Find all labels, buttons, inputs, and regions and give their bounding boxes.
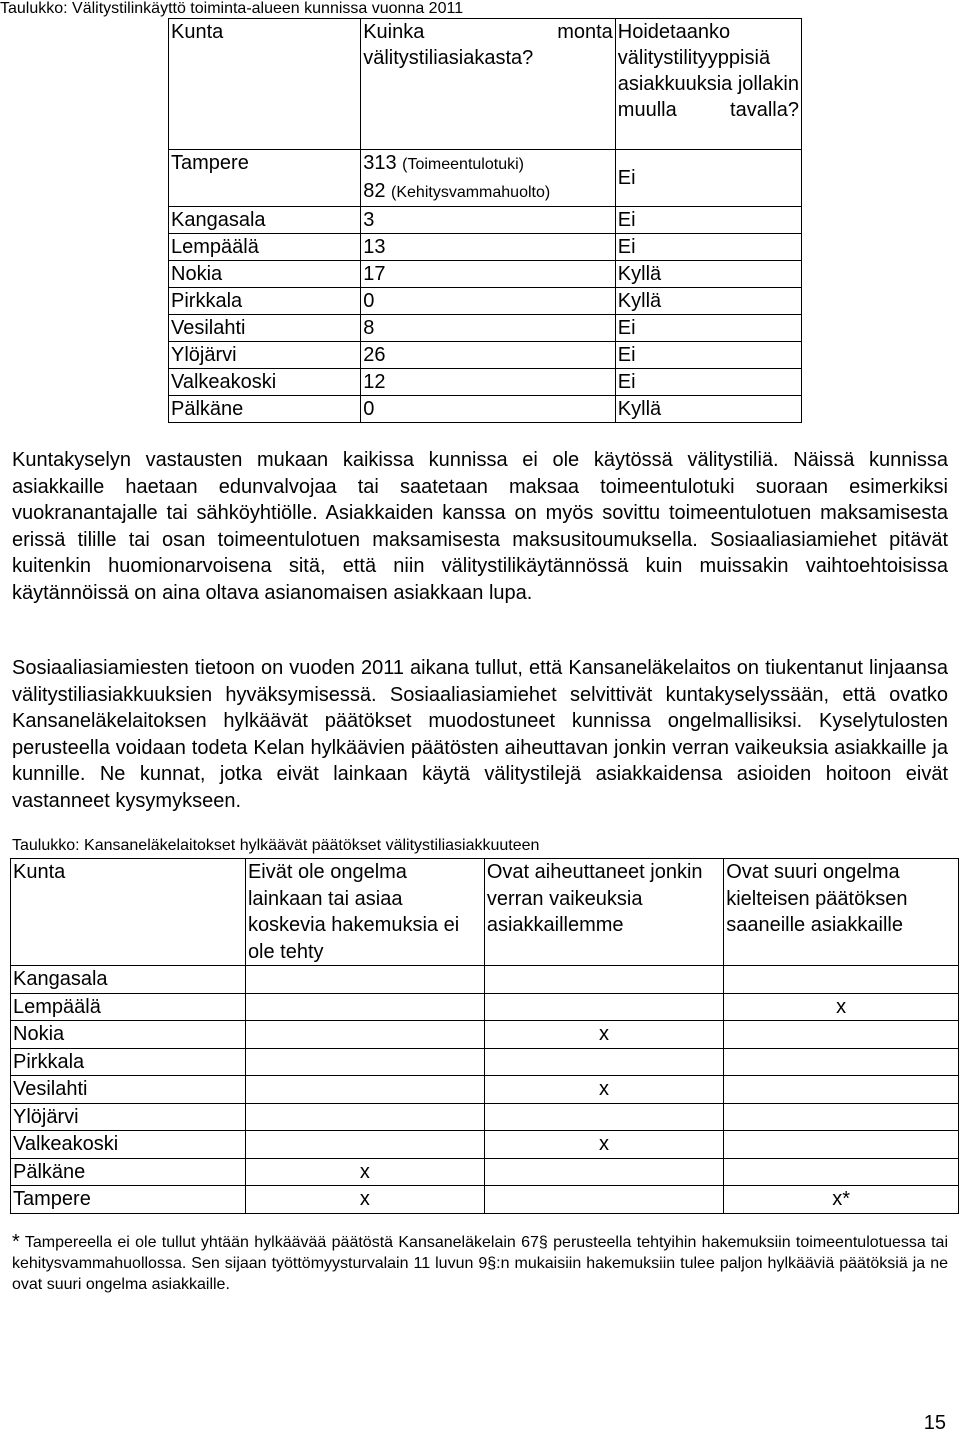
header-other-method: Hoidetaanko välitystilityyppisiä asiakkuuksia jollakin muulla tavalla? <box>615 19 801 150</box>
cell-mark <box>245 1103 484 1131</box>
table-header-row <box>169 19 802 150</box>
cell-other: Ei <box>615 369 801 396</box>
cell-kunta: Lempäälä <box>169 234 361 261</box>
table-row <box>169 288 802 315</box>
cell-count-tampere <box>361 150 616 207</box>
cell-mark <box>484 1186 723 1214</box>
header-kunta: Kunta <box>11 859 246 966</box>
cell-mark <box>484 1158 723 1186</box>
cell-mark <box>484 1048 723 1076</box>
paragraph-2: Sosiaaliasiamiesten tietoon on vuoden 2011 aikana tullut, että Kansaneläkelaitos on tiukentanut linjaansa välitystiliasiakkuuksien hyväksymisessä. Sosiaaliasiamiehet selvittivät kuntakyselyssään, että ovatko Kansaneläkelaitoksen hylkäävät päätökset muodostuneet kunnissa ongelmallisiksi. Kyselytulosten perusteella voidaan todeta Kelan hylkäävien päätösten aiheuttavan jonkin verran vaikeuksia asiakkaille ja kunnille. Ne kunnat, jotka eivät lainkaan käytä välitystilejä asiakkaidensa asioiden hoitoon eivät vastanneet kysymykseen. <box>12 657 948 812</box>
table2-caption: Taulukko: Kansaneläkelaitokset hylkäävät päätökset välitystiliasiakkuuteen <box>12 837 540 854</box>
footnote-text: Tampereella ei ole tullut yhtään hylkäävää päätöstä Kansaneläkelain 67§ perusteella tehtyihin hakemuksiin toimeentulotuessa tai kehitysvammahuollossa. Sen sijaan työttömyysturvalain 11 luvun 9§:n mukaisiin hakemuksiin tulee paljon hylkääviä päätöksiä ja ne ovat suuri ongelma asiakkaille. <box>12 1234 949 1293</box>
table-row-tampere <box>169 150 802 207</box>
cell-count: 13 <box>361 234 616 261</box>
header-no-problem: Eivät ole ongelma lainkaan tai asiaa koskevia hakemuksia ei ole tehty <box>245 859 484 966</box>
cell-count: 3 <box>361 207 616 234</box>
cell-kunta: Pälkäne <box>11 1158 246 1186</box>
cell-kunta: Tampere <box>11 1186 246 1214</box>
cell-mark <box>245 1048 484 1076</box>
cell-mark: x <box>245 1158 484 1186</box>
table-row <box>11 1048 959 1076</box>
cell-kunta: Kangasala <box>11 966 246 994</box>
cell-kunta: Nokia <box>11 1021 246 1049</box>
cell-kunta: Valkeakoski <box>169 369 361 396</box>
cell-mark <box>724 1131 959 1159</box>
cell-mark: x* <box>724 1186 959 1214</box>
count-toimeentulotuki: 313 <box>363 152 397 174</box>
cell-mark: x <box>484 1131 723 1159</box>
table-kela-decisions <box>10 858 959 1214</box>
cell-other: Ei <box>615 150 801 207</box>
cell-mark <box>724 1103 959 1131</box>
cell-kunta: Tampere <box>169 150 361 207</box>
cell-count: 8 <box>361 315 616 342</box>
cell-other: Ei <box>615 207 801 234</box>
cell-mark <box>724 966 959 994</box>
cell-other: Kyllä <box>615 261 801 288</box>
cell-mark <box>484 1103 723 1131</box>
cell-mark: x <box>245 1186 484 1214</box>
cell-kunta: Pirkkala <box>11 1048 246 1076</box>
table-row <box>11 1076 959 1104</box>
cell-mark <box>245 1076 484 1104</box>
table-municipal-accounts <box>168 18 802 423</box>
page-number: 15 <box>923 1412 946 1434</box>
cell-mark <box>245 993 484 1021</box>
cell-other: Kyllä <box>615 288 801 315</box>
table-row <box>11 1158 959 1186</box>
cell-other: Ei <box>615 315 801 342</box>
cell-mark: x <box>484 1076 723 1104</box>
table-row <box>169 234 802 261</box>
header-major-problem: Ovat suuri ongelma kielteisen päätöksen saaneille asiakkaille <box>724 859 959 966</box>
header-kunta: Kunta <box>169 19 361 150</box>
table-row <box>169 207 802 234</box>
cell-mark <box>724 1076 959 1104</box>
cell-kunta: Nokia <box>169 261 361 288</box>
footnote <box>12 1232 948 1295</box>
table-row <box>11 1103 959 1131</box>
paragraph-1: Kuntakyselyn vastausten mukaan kaikissa kunnissa ei ole käytössä välitystiliä. Näissä kunnissa asiakkaille haetaan edunvalvojaa tai saatetaan maksaa toimeentulotuki suoraan esimerkiksi vuokranantajalle tai sähköyhtiölle. Asiakkaiden kanssa on myös sovittu toimeentulotuen maksamisesta erissä tilille tai osan toimeentulotuen maksamisesta maksusitoumuksella. Sosiaaliasiamiehet pitävät kuitenkin huomionarvoisena sitä, että niin välitystilikäytännössä kuin muissakin vaihtoehtoisissa käytännöissä on aina oltava asianomaisen asiakkaan lupa. <box>12 449 948 604</box>
cell-kunta: Pirkkala <box>169 288 361 315</box>
table-header-row <box>11 859 959 966</box>
cell-other: Ei <box>615 342 801 369</box>
cell-count: 0 <box>361 396 616 423</box>
table-row <box>169 342 802 369</box>
table-row <box>11 993 959 1021</box>
cell-mark <box>245 1131 484 1159</box>
table-row <box>11 1131 959 1159</box>
cell-other: Ei <box>615 234 801 261</box>
cell-other: Kyllä <box>615 396 801 423</box>
table-row <box>11 1186 959 1214</box>
table-row <box>169 396 802 423</box>
cell-mark <box>245 966 484 994</box>
cell-mark <box>724 1021 959 1049</box>
cell-count: 12 <box>361 369 616 396</box>
cell-kunta: Vesilahti <box>11 1076 246 1104</box>
table-row <box>169 315 802 342</box>
cell-kunta: Pälkäne <box>169 396 361 423</box>
table-row <box>169 261 802 288</box>
cell-mark <box>245 1021 484 1049</box>
table-row <box>11 1021 959 1049</box>
table1-caption: Taulukko: Välitystilinkäyttö toiminta-alueen kunnissa vuonna 2011 <box>0 0 464 17</box>
cell-mark <box>484 993 723 1021</box>
cell-mark: x <box>484 1021 723 1049</box>
cell-mark <box>724 1158 959 1186</box>
header-count: Kuinka monta välitystiliasiakasta? <box>361 19 616 150</box>
cell-kunta: Ylöjärvi <box>11 1103 246 1131</box>
header-some-difficulty: Ovat aiheuttaneet jonkin verran vaikeuksia asiakkaillemme <box>484 859 723 966</box>
cell-kunta: Vesilahti <box>169 315 361 342</box>
count-kehitysvammahuolto: 82 <box>363 180 386 202</box>
cell-kunta: Ylöjärvi <box>169 342 361 369</box>
label-toimeentulotuki: (Toimeentulotuki) <box>402 156 524 173</box>
cell-kunta: Valkeakoski <box>11 1131 246 1159</box>
footnote-marker: * <box>12 1231 20 1253</box>
cell-count: 17 <box>361 261 616 288</box>
label-kehitysvammahuolto: (Kehitysvammahuolto) <box>391 184 551 201</box>
table-row <box>169 369 802 396</box>
cell-mark <box>724 1048 959 1076</box>
cell-mark: x <box>724 993 959 1021</box>
cell-count: 0 <box>361 288 616 315</box>
cell-kunta: Kangasala <box>169 207 361 234</box>
table-row <box>11 966 959 994</box>
cell-mark <box>484 966 723 994</box>
cell-kunta: Lempäälä <box>11 993 246 1021</box>
cell-count: 26 <box>361 342 616 369</box>
